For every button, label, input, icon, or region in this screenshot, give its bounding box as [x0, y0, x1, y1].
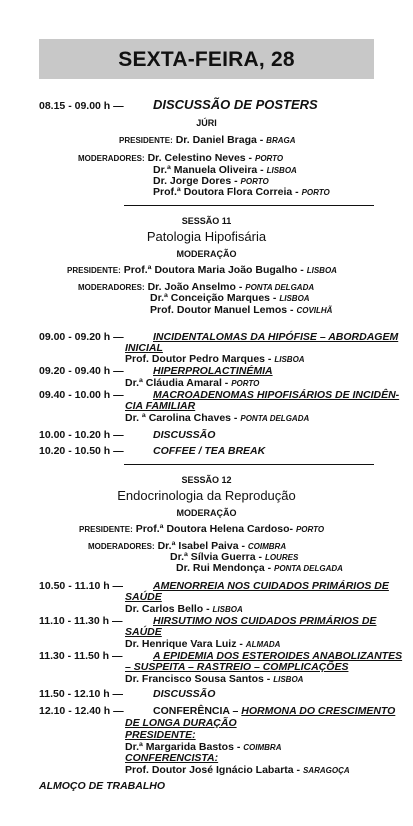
conferencia-label: CONFERÊNCIA – [153, 705, 239, 717]
moderator-city: PORTO [301, 188, 330, 197]
item-title-cont: INICIAL [125, 342, 163, 354]
moderator-city: PORTO [240, 177, 269, 186]
item-time: 09.20 - 09.40 h — [39, 365, 124, 377]
item-title-cont: CIA FAMILIAR [125, 400, 196, 412]
presidente-city: BRAGA [266, 136, 296, 145]
session-title: Endocrinologia da Reprodução [117, 488, 296, 503]
item-time: 11.50 - 12.10 h — [39, 688, 124, 700]
item-time: 12.10 - 12.40 h — [39, 705, 124, 717]
item-city: LISBOA [274, 355, 305, 364]
moderadores-label: MODERADORES: [88, 542, 155, 551]
item-speaker: Prof. Doutor Pedro Marques - [125, 353, 272, 365]
item-speaker: Dr.ª Cláudia Amaral - [125, 377, 229, 389]
conferencia-row [39, 705, 395, 717]
moderator-name: Dr. Celestino Neves - [147, 152, 253, 164]
almoco-label: ALMOÇO DE TRABALHO [39, 780, 165, 792]
moderator-line [176, 562, 343, 575]
item-city: PORTO [231, 379, 260, 388]
presidente-city: LISBOA [306, 266, 337, 275]
session-label: SESSÃO 12 [181, 475, 232, 485]
item-speaker: Dr. ª Carolina Chaves - [125, 412, 238, 424]
moderator-name: Dr.ª Sílvia Guerra - [170, 551, 263, 563]
coffee-row [39, 445, 265, 457]
s12-presidente [79, 523, 324, 536]
item-title: INCIDENTALOMAS DA HIPÓFISE – ABORDAGEM [153, 331, 399, 343]
session-label: SESSÃO 11 [181, 216, 232, 226]
item-time: 11.30 - 11.50 h — [39, 650, 123, 662]
posters-row [39, 99, 318, 112]
moderator-name: Dr.ª Manuela Oliveira - [153, 164, 264, 176]
conf-speaker-line [125, 764, 350, 777]
juri-label: JÚRI [196, 118, 217, 128]
conf-presidente-name: Dr.ª Margarida Bastos - [125, 741, 241, 753]
moderator-city: LISBOA [266, 166, 297, 175]
moderator-name: Dr. Jorge Dores - [153, 175, 238, 187]
presidente-label: PRESIDENTE: [119, 136, 173, 145]
item-city: LISBOA [212, 605, 243, 614]
discussao-label: DISCUSSÃO [153, 429, 216, 441]
moderacao-label: MODERAÇÃO [176, 508, 237, 518]
item-time: 11.10 - 11.30 h — [39, 615, 123, 627]
moderator-name: Prof.ª Doutora Flora Correia - [153, 186, 299, 198]
moderator-city: PORTO [254, 154, 284, 163]
s11-presidente [67, 264, 337, 277]
moderator-city: COIMBRA [247, 542, 287, 551]
moderator-city: COVILHÃ [296, 306, 333, 315]
conf-speaker-label: CONFERENCISTA: [125, 752, 219, 764]
item-title-cont: SAÚDE [125, 626, 162, 638]
item-speaker: Dr. Carlos Bello - [125, 603, 210, 615]
item-title: AMENORREIA NOS CUIDADOS PRIMÁRIOS DE [153, 580, 389, 592]
discussao-label: DISCUSSÃO [153, 688, 216, 700]
item-city: ALMADA [245, 640, 281, 649]
moderator-name: Dr.ª Conceição Marques - [150, 292, 277, 304]
program-item [39, 580, 389, 592]
item-title: MACROADENOMAS HIPOFISÁRIOS DE INCIDÊN- [153, 389, 400, 401]
conf-speaker-city: SARAGOÇA [302, 766, 350, 775]
day-title: SEXTA-FEIRA, 28 [118, 48, 295, 71]
presidente-city: PORTO [295, 525, 325, 534]
coffee-label: COFFEE / TEA BREAK [153, 445, 266, 457]
posters-time: 08.15 - 09.00 h — [39, 100, 124, 112]
presidente-name: Dr. Daniel Braga - [175, 134, 264, 146]
presidente-name: Prof.ª Doutora Helena Cardoso- [135, 523, 294, 535]
moderator-name: Dr.ª Isabel Paiva - [157, 540, 245, 552]
item-time: 10.20 - 10.50 h — [39, 445, 124, 457]
program-item [39, 389, 399, 401]
moderator-line [150, 304, 332, 317]
divider [124, 464, 374, 465]
moderadores-label: MODERADORES: [78, 154, 145, 163]
divider [124, 205, 374, 206]
conferencia-title-cont: DE LONGA DURAÇÃO [125, 717, 237, 729]
item-city: PONTA DELGADA [240, 414, 310, 423]
conf-presidente-city: COIMBRA [243, 743, 282, 752]
item-title: A EPIDEMIA DOS ESTEROIDES ANABOLIZANTES [153, 650, 403, 662]
item-time: 09.40 - 10.00 h — [39, 389, 124, 401]
posters-title: DISCUSSÃO DE POSTERS [153, 97, 318, 112]
item-speaker: Dr. Henrique Vara Luiz - [125, 638, 243, 650]
moderator-city: PONTA DELGADA [245, 283, 315, 292]
item-city: LISBOA [273, 675, 304, 684]
discussao-row [39, 429, 215, 441]
presidente-label: PRESIDENTE: [67, 266, 121, 275]
moderator-city: LOURES [264, 553, 299, 562]
moderacao-label: MODERAÇÃO [176, 249, 237, 259]
item-title-cont: – SUSPEITA – RASTREIO – COMPLICAÇÕES [125, 661, 349, 673]
moderator-name: Prof. Doutor Manuel Lemos - [150, 304, 294, 316]
conf-presidente-label: PRESIDENTE: [125, 729, 196, 741]
moderator-name: Dr. João Anselmo - [147, 281, 243, 293]
item-time: 10.50 - 11.10 h — [39, 580, 124, 592]
item-time: 09.00 - 09.20 h — [39, 331, 124, 343]
conf-speaker-name: Prof. Doutor José Ignácio Labarta - [125, 764, 301, 776]
posters-presidente [119, 134, 296, 147]
moderator-city: LISBOA [279, 294, 310, 303]
item-speaker-line [125, 673, 303, 686]
item-time: 10.00 - 10.20 h — [39, 429, 124, 441]
program-item [39, 365, 273, 377]
discussao-row [39, 688, 215, 700]
program-item [39, 615, 376, 627]
item-title: HIRSUTIMO NOS CUIDADOS PRIMÁRIOS DE [153, 615, 377, 627]
conferencia-title: HORMONA DO CRESCIMENTO [241, 705, 396, 717]
moderator-line [153, 186, 330, 199]
item-title: HIPERPROLACTINÉMIA [153, 365, 273, 377]
moderator-name: Dr. Rui Mendonça - [176, 562, 272, 574]
moderadores-label: MODERADORES: [78, 283, 145, 292]
presidente-name: Prof.ª Doutora Maria João Bugalho - [123, 264, 304, 276]
item-speaker-line [125, 412, 309, 425]
item-title-cont: SAÚDE [125, 591, 162, 603]
moderator-city: PONTA DELGADA [274, 564, 343, 573]
day-banner [39, 39, 374, 79]
program-item [39, 331, 398, 343]
presidente-label: PRESIDENTE: [79, 525, 133, 534]
item-speaker: Dr. Francisco Sousa Santos - [125, 673, 271, 685]
session-title: Patologia Hipofisária [146, 229, 267, 244]
